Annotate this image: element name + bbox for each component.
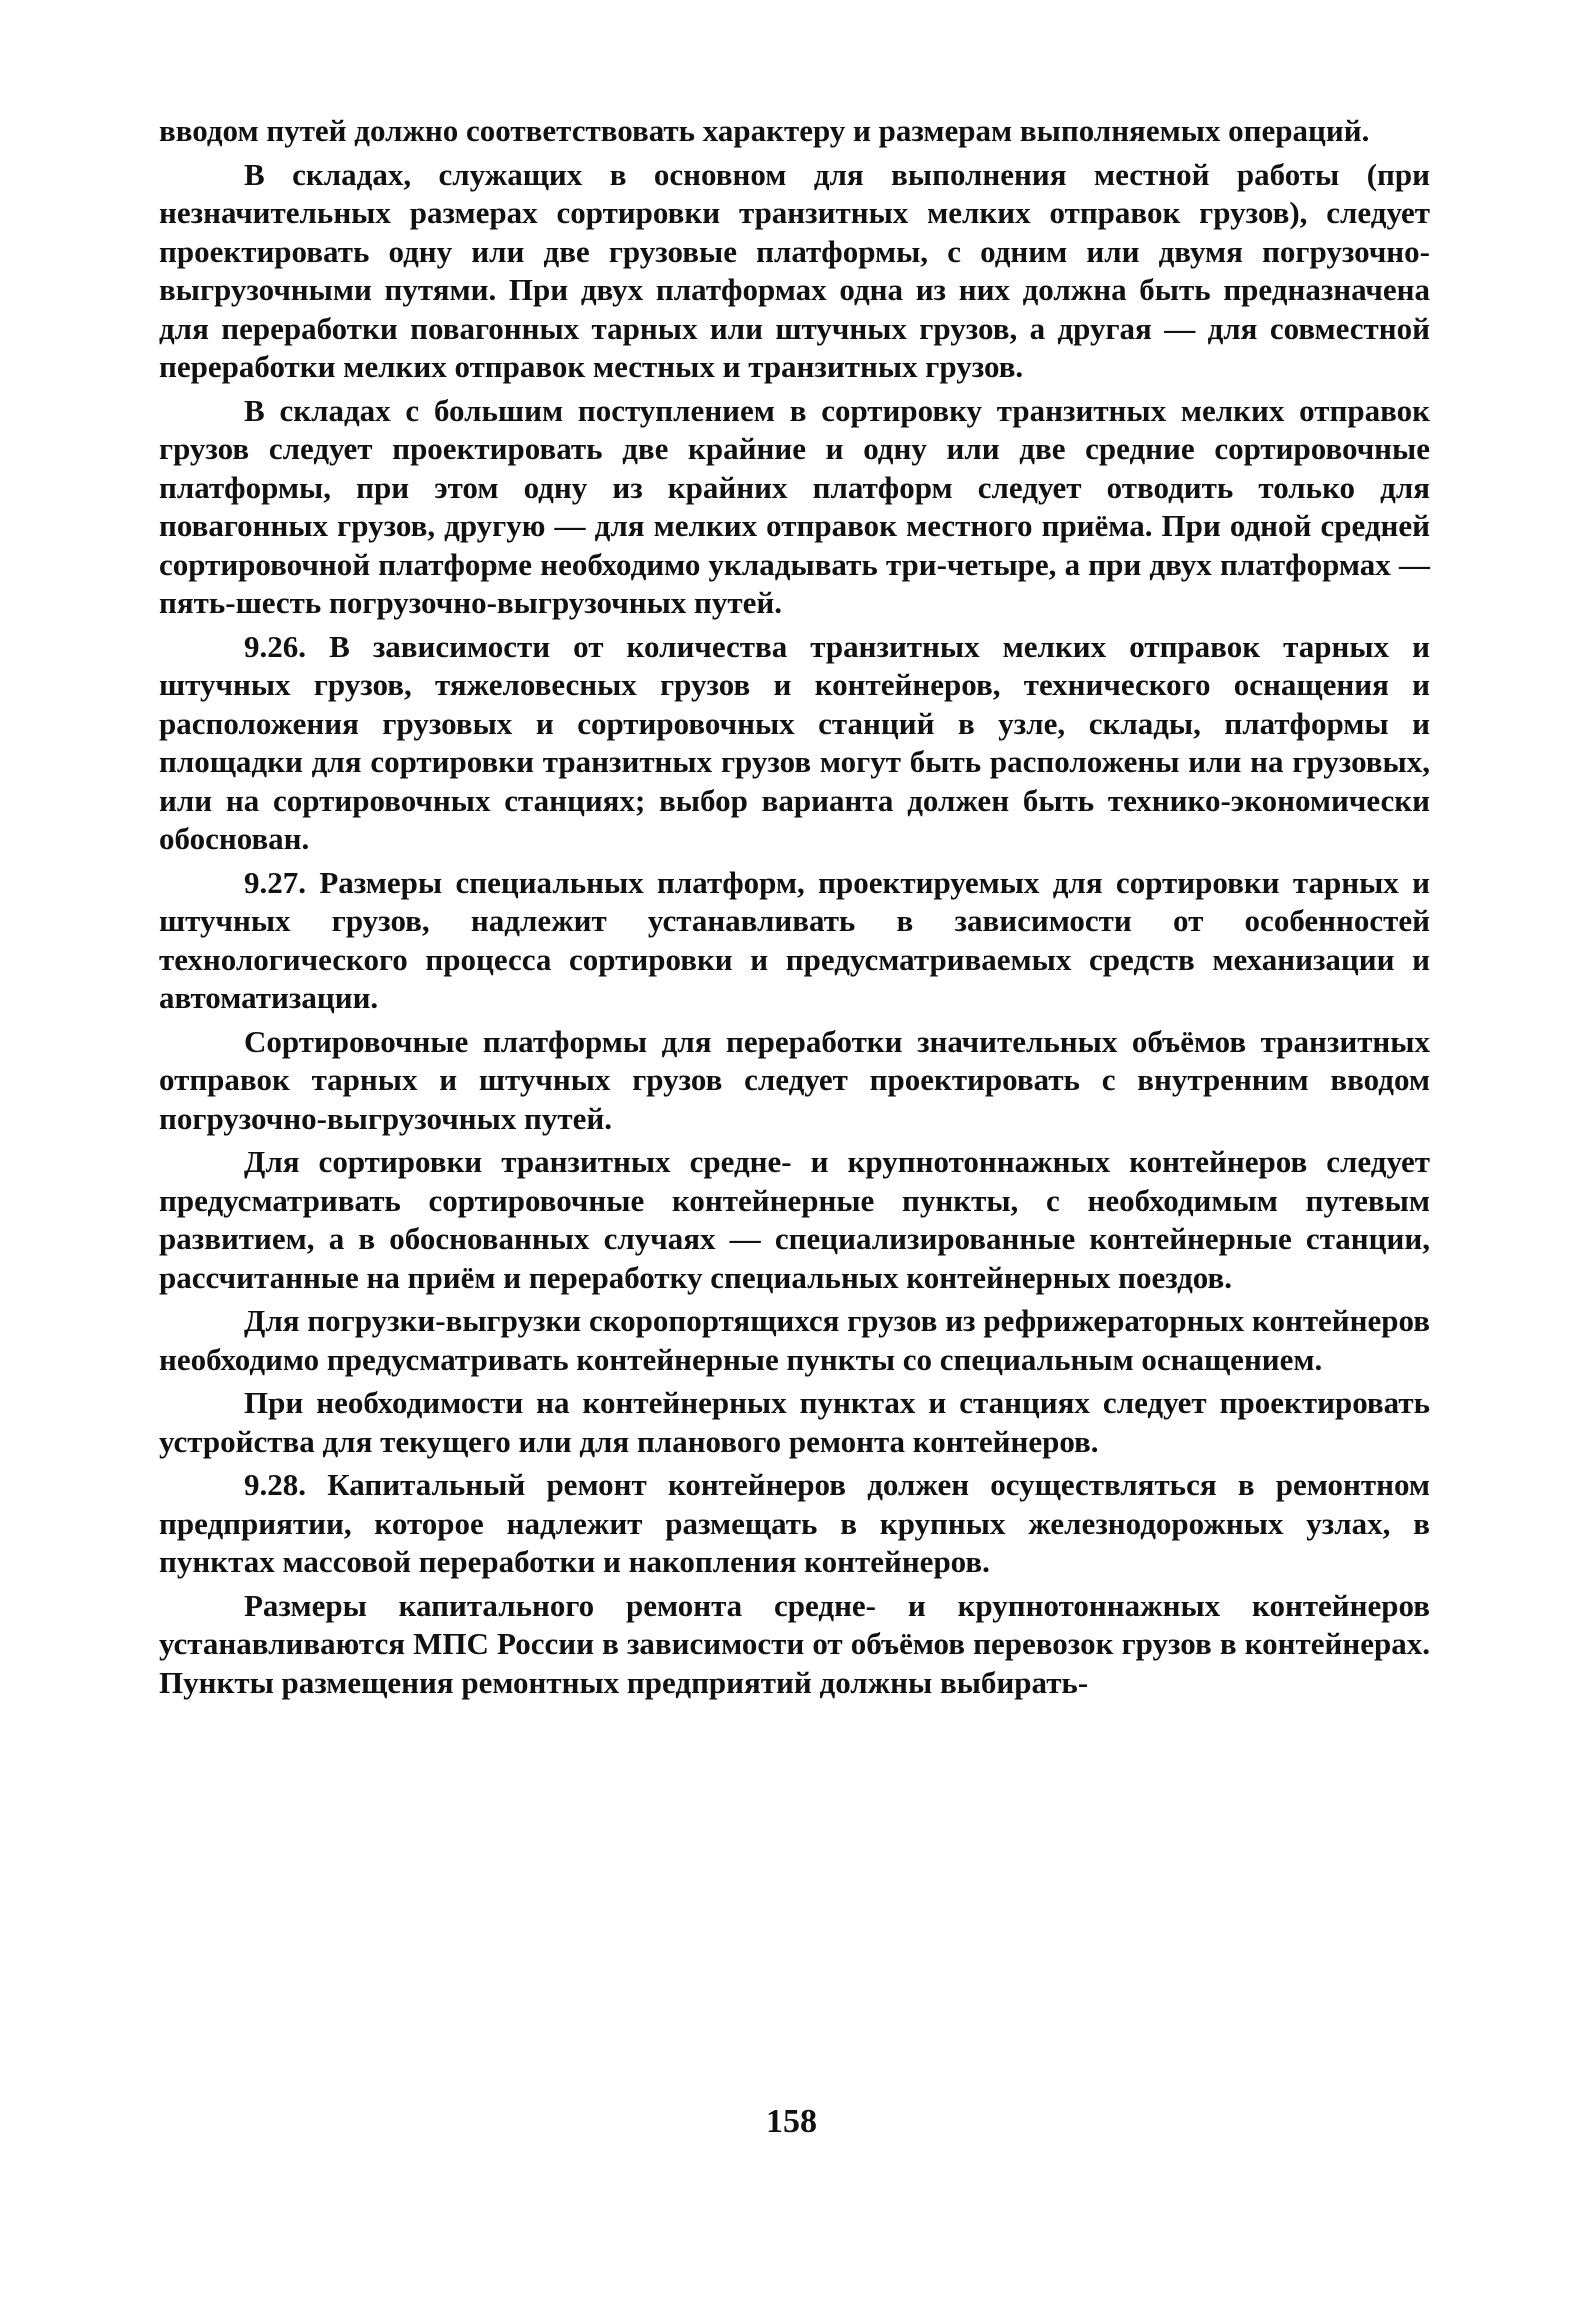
- paragraph-container-repair: При необходимости на контейнерных пунктах и станциях следует проектировать устройства для текущего или для планового ремонта контейнеров.: [159, 1385, 1430, 1459]
- paragraph-container-sorting: Для сортировки транзитных средне- и крупнотоннажных контейнеров следует предусматривать сортировочные контейнерные пункты, с необходимым путевым развитием, а в обоснованных случаях — специализированные контейнерные станции, рассчитанные на приём и переработку специальных контейнерных поездов.: [159, 1144, 1430, 1295]
- paragraph-refrigerated-containers: Для погрузки-выгрузки скоропортящихся грузов из рефрижераторных контейнеров необходимо предусматривать контейнерные пункты со специальным оснащением.: [159, 1303, 1430, 1377]
- paragraph-local-warehouses: В складах, служащих в основном для выполнения местной работы (при незначительных размерах сортировки транзитных мелких отправок грузов), следует проектировать одну или две грузовые платформы, с одним или двумя погрузочно-выгрузочными путями. При двух платформах одна из них должна быть предназначена для переработки повагонных тарных или штучных грузов, а другая — для совместной переработки мелких отправок местных и транзитных грузов.: [159, 156, 1430, 384]
- paragraph-9-28: 9.28. Капитальный ремонт контейнеров должен осуществляться в ремонтном предприятии, которое надлежит размещать в крупных железнодорожных узлах, в пунктах массовой переработки и накопления контейнеров.: [159, 1467, 1430, 1579]
- body-text: [159, 112, 1430, 1707]
- paragraph-transit-warehouses: В складах с большим поступлением в сортировку транзитных мелких отправок грузов следует проектировать две крайние и одну или две средние сортировочные платформы, при этом одну из крайних платформ следует отводить только для повагонных грузов, другую — для мелких отправок местного приёма. При одной средней сортировочной платформе необходимо укладывать три-четыре, а при двух платформах — пять-шесть погрузочно-выгрузочных путей.: [159, 392, 1430, 620]
- paragraph-repair-volumes: Размеры капитального ремонта средне- и крупнотоннажных контейнеров устанавливаются МПС России в зависимости от объёмов перевозок грузов в контейнерах. Пункты размещения ремонтных предприятий должны выбирать-: [159, 1587, 1430, 1700]
- page-number: 158: [766, 2103, 817, 2140]
- paragraph-9-27: 9.27. Размеры специальных платформ, проектируемых для сортировки тарных и штучных грузов, надлежит устанавливать в зависимости от особенностей технологического процесса сортировки и предусматриваемых средств механизации и автоматизации.: [159, 864, 1430, 1015]
- paragraph-sorting-platforms: Сортировочные платформы для переработки значительных объёмов транзитных отправок тарных и штучных грузов следует проектировать с внутренним вводом погрузочно-выгрузочных путей.: [159, 1023, 1430, 1136]
- paragraph-9-26: 9.26. В зависимости от количества транзитных мелких отправок тарных и штучных грузов, тяжеловесных грузов и контейнеров, технического оснащения и расположения грузовых и сортировочных станций в узле, склады, платформы и площадки для сортировки транзитных грузов могут быть расположены или на грузовых, или на сортировочных станциях; выбор варианта должен быть технико-экономически обоснован.: [159, 628, 1430, 856]
- paragraph-continuation: вводом путей должно соответствовать характеру и размерам выполняемых операций.: [159, 113, 1370, 148]
